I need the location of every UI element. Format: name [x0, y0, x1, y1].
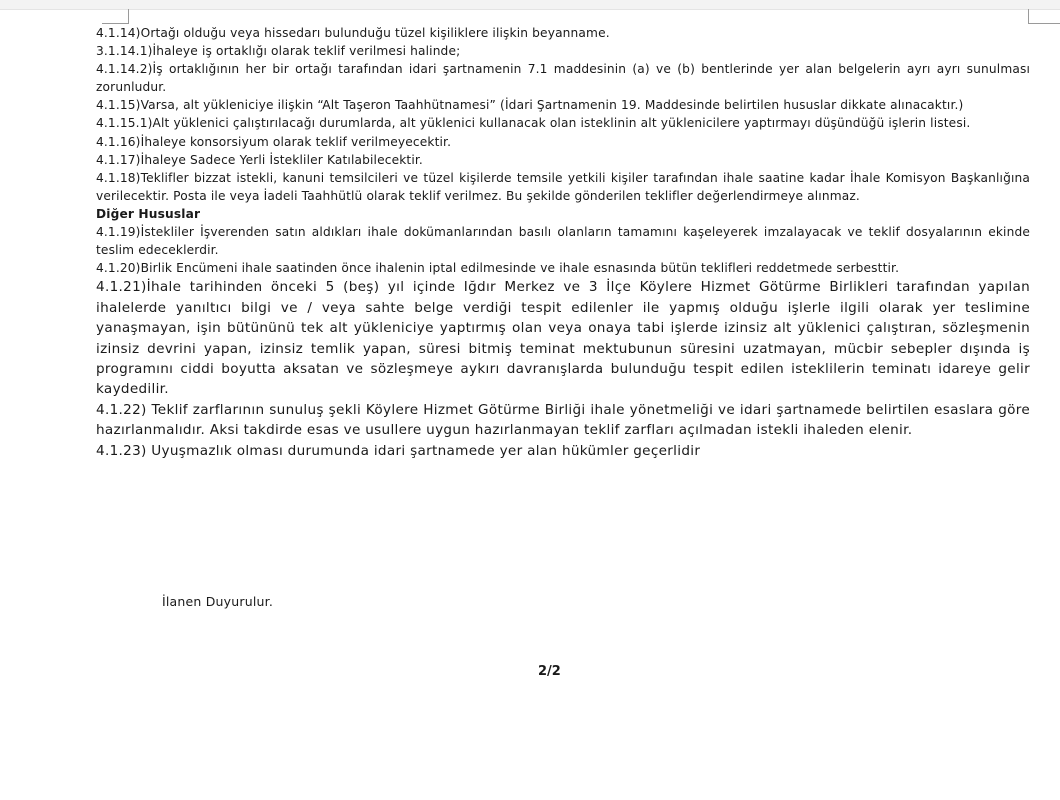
- page-margin-corner-right: [1028, 9, 1060, 24]
- paragraph-4-1-20: 4.1.20)Birlik Encümeni ihale saatinden önce ihalenin iptal edilmesinde ve ihale esnasında bütün teklifleri reddetmede serbesttir.: [96, 261, 900, 276]
- paragraph-4-1-14: 4.1.14)Ortağı olduğu veya hissedarı bulunduğu tüzel kişiliklere ilişkin beyanname.: [96, 26, 610, 40]
- paragraph-3-1-14-1: 3.1.14.1)İhaleye iş ortaklığı olarak teklif verilmesi halinde;: [96, 44, 461, 59]
- section-heading-other-matters: Diğer Hususlar: [96, 206, 201, 221]
- page-number: 2/2: [538, 664, 561, 679]
- paragraph-4-1-15: 4.1.15)Varsa, alt yükleniciye ilişkin “Alt Taşeron Taahhütnamesi” (İdari Şartnamenin 19. Maddesinde belirtilen hususlar dikkate alınacaktır.): [96, 98, 964, 113]
- page-margin-corner-left: [102, 9, 129, 24]
- paragraph-4-1-18: 4.1.18)Teklifler bizzat istekli, kanuni temsilcileri ve tüzel kişilerde temsile yetkili kişiler tarafından ihale saatine kadar İhale Komisyon Başkanlığına verilecektir. Posta ile veya İadeli Taahhütlü olarak teklif verilmez. Bu şekilde gönderilen teklifler değerlendirmeye alınmaz.: [96, 170, 1030, 203]
- paragraph-4-1-19: 4.1.19)İstekliler İşverenden satın aldıkları ihale dokümanlarından basılı olanların tamamını kaşeleyerek imzalayacak ve teklif dosyalarının ekinde teslim edeceklerdir.: [96, 225, 1030, 258]
- document-body: [96, 24, 1030, 461]
- window-top-bar: [0, 0, 1060, 10]
- paragraph-4-1-21: 4.1.21)İhale tarihinden önceki 5 (beş) yıl içinde Iğdır Merkez ve 3 İlçe Köylere Hizmet Götürme Birlikleri tarafından yapılan ihalelerde yanıltıcı bilgi ve / veya sahte belge verdiği tespit edilenler ile yapmış olduğu işlerle ilgili olarak yer teslimine yanaşmayan, işin bütününü tek alt yükleniciye yaptırmış olan veya onaya tabi işlerde izinsiz alt yüklenici çalıştıran, sözleşmenin izinsiz devrini yapan, izinsiz temlik yapan, süresi bitmiş teminat mektubunun süresini uzatmayan, mücbir sebepler dışında iş programını ciddi boyutta aksatan ve sözleşmeye aykırı davranışlarda bulunduğu tespit edilen isteklilerin teminatı idareye gelir kaydedilir.: [96, 279, 1030, 398]
- paragraph-4-1-14-2: 4.1.14.2)İş ortaklığının her bir ortağı tarafından idari şartnamenin 7.1 maddesinin (a) ve (b) bentlerinde yer alan belgelerin ayrı ayrı sunulması zorunludur.: [96, 62, 1030, 95]
- paragraph-4-1-15-1: 4.1.15.1)Alt yüklenici çalıştırılacağı durumlarda, alt yüklenici kullanacak olan isteklinin alt yüklenicilere yaptırmayı düşündüğü işlerin listesi.: [96, 116, 971, 131]
- paragraph-4-1-22: 4.1.22) Teklif zarflarının sunuluş şekli Köylere Hizmet Götürme Birliği ihale yönetmeliği ve idari şartnamede belirtilen esaslara göre hazırlanmalıdır. Aksi takdirde esas ve usullere uygun hazırlanmayan teklif zarfları açılmadan istekli ihaleden elenir.: [96, 401, 1030, 439]
- paragraph-4-1-23: 4.1.23) Uyuşmazlık olması durumunda idari şartnamede yer alan hükümler geçerlidir: [96, 442, 701, 459]
- paragraph-4-1-16: 4.1.16)İhaleye konsorsiyum olarak teklif verilmeyecektir.: [96, 134, 452, 149]
- closing-announcement: İlanen Duyurulur.: [162, 594, 274, 609]
- paragraph-4-1-17: 4.1.17)İhaleye Sadece Yerli İstekliler Katılabilecektir.: [96, 152, 423, 167]
